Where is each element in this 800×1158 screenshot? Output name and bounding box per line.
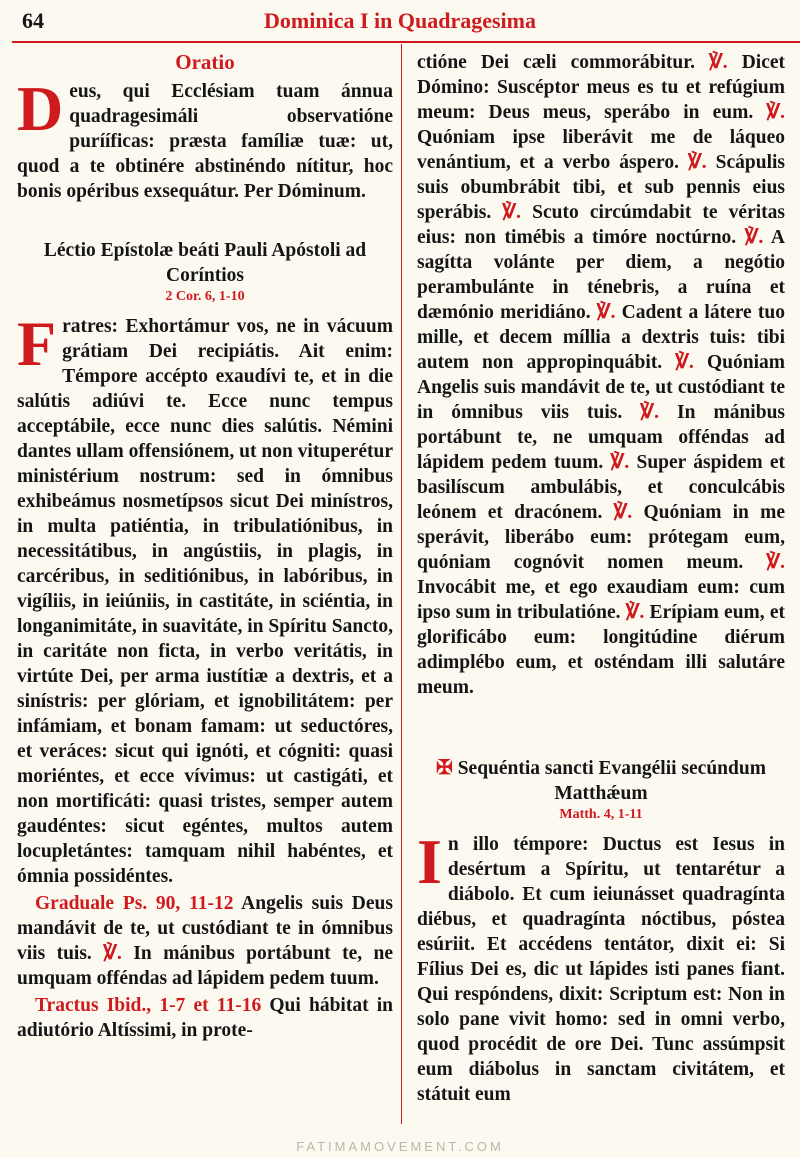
tractus-verse: Invocábit me, et ego exaudiam eum: cum ipso sum in tribulatióne. (417, 577, 785, 623)
running-title: Dominica I in Quadragesima (264, 8, 536, 33)
lectio-text (17, 308, 393, 889)
versicle-icon: ℣. (103, 942, 122, 964)
oratio-text (17, 73, 393, 204)
tractus-verse: A sagítta volánte per diem, a negótio perambulánte in ténebris, a ruína et dæmónio meridiáno. (417, 227, 786, 323)
tractus-verse: Erípiam eum, et glorificábo eum: longitúdine diérum adimplébo eum, et osténdam illi salutáre meum. (417, 602, 785, 698)
evangelium-body: n illo témpore: Ductus est Iesus in desértum a Spíritu, ut tentarétur a diábolo. Et cum ieiunásset quadragínta diébus, et quadragínta nóctibus, póstea esúriit. Et accédens tentátor, dixit ei: Si Fílius Dei es, dic ut lápides isti panes fiant. Qui respóndens, dixit: Scriptum est: Non in solo pane vivit homo: sed in omni verbo, quod procédit de ore Dei. Tunc assúmpsit eum diábolus in sanctam civitátem, et státuit eum (417, 834, 785, 1105)
versicle-icon: ℣. (766, 551, 785, 573)
lectio-initial: F (17, 308, 57, 379)
left-column (17, 50, 393, 1043)
versicle-icon: ℣. (610, 451, 630, 473)
oratio-body: eus, qui Ecclésiam tuam ánnua quadragesimáli observatióne purííficas: præsta famíliæ tuæ: ut, quod a te obtinére abstinéndo nítitur, hoc bonis opéribus exsequátur. Per Dóminum. (17, 81, 393, 202)
versicle-icon: ℣. (625, 601, 645, 623)
evangelium-initial: I (417, 826, 442, 897)
tractus-verse: In mánibus portábunt te, ne umquam offéndas ad lápidem pedem tuum. (417, 402, 786, 473)
lectio-heading: Léctio Epístolæ beáti Pauli Apóstoli ad Coríntios (43, 240, 367, 286)
versicle-icon: ℣. (640, 401, 659, 423)
tractus-verse: Scuto circúmdabit te véritas eius: non timébis a timóre noctúrno. (417, 202, 785, 248)
versicle-icon: ℣. (675, 351, 694, 373)
column-divider (401, 44, 402, 1124)
graduale-body-b: In mánibus portábunt te, ne umquam offéndas ad lápidem pedem tuum. (17, 943, 394, 989)
versicle-icon: ℣. (596, 301, 616, 323)
graduale-body-a: Angelis suis Deus mandávit de te, ut custódiant te in ómnibus viis tuis. (17, 893, 393, 964)
right-column (417, 50, 785, 1107)
tractus-verse: ctióne Dei cæli commorábitur. (417, 52, 695, 73)
evangelium-reference: Matth. 4, 1-11 (559, 807, 643, 822)
page-header (0, 0, 800, 44)
versicle-icon: ℣. (687, 151, 707, 173)
versicle-icon: ℣. (709, 51, 728, 73)
evangelium-title: Sequéntia sancti Evangélii secúndum Matthǽum (457, 758, 766, 804)
tractus-label: Tractus Ibid., 1-7 et 11-16 (35, 995, 262, 1016)
versicle-icon: ℣. (744, 226, 764, 248)
tractus-text (17, 993, 393, 1043)
page-number: 64 (22, 8, 44, 33)
cross-icon: ✠ (436, 757, 453, 779)
tractus-verse: Cadent a látere tuo mille, et decem míllia a dextris tuis: tibi autem non appropinquábit. (417, 302, 785, 373)
tractus-verse: Quóniam in me sperávit, liberábo eum: prótegam eum, quóniam cognóvit nomen meum. (417, 502, 785, 573)
tractus-body: Qui hábitat in adiutório Altíssimi, in prote- (17, 995, 394, 1041)
oratio-initial: D (17, 73, 64, 144)
tractus-verse: Scápulis suis obumbrábit tibi, et sub pennis eius sperábis. (417, 152, 785, 223)
tractus-verse: Quóniam Angelis suis mandávit de te, ut custódiant te in ómnibus viis tuis. (417, 352, 785, 423)
tractus-verse: Dicet Dómino: Suscéptor meus es tu et refúgium meum: Deus meus, sperábo in eum. (417, 52, 786, 123)
lectio-reference: 2 Cor. 6, 1-10 (165, 289, 245, 304)
evangelium-text (417, 826, 785, 1107)
versicle-icon: ℣. (613, 501, 633, 523)
watermark: FATIMAMOVEMENT.COM (296, 1139, 504, 1154)
evangelium-heading (417, 756, 785, 806)
versicle-icon: ℣. (766, 101, 785, 123)
oratio-heading: Oratio (175, 50, 235, 74)
graduale-label: Graduale Ps. 90, 11-12 (35, 893, 234, 914)
tractus-verse: Super áspidem et basilíscum ambulábis, et conculcábis leónem et dracónem. (417, 452, 785, 523)
tractus-continuation (417, 50, 785, 700)
header-rule (12, 41, 800, 43)
tractus-verse: Quóniam ipse liberávit me de láqueo venántium, et a verbo áspero. (417, 127, 785, 173)
graduale-text (17, 891, 393, 991)
lectio-body: ratres: Exhortámur vos, ne in vácuum grátiam Dei recipiátis. Ait enim: Témpore accépto exaudívi te, et in die salútis adiúvi te. Ecce nunc tempus acceptábile, ecce nunc dies salútis. Némini dantes ullam offensiónem, ut non vituperétur ministérium nostrum: sed in ómnibus exhibeámus nosmetípsos sicut Dei minístros, in multa patiéntia, in tribulatiónibus, in necessitátibus, in angústiis, in plagis, in carcéribus, in seditiónibus, in labóribus, in vigíliis, in ieiúniis, in castitáte, in sciéntia, in longanimitáte, in suavitáte, in Spíritu Sancto, in caritáte non ficta, in verbo veritátis, in virtúte Dei, per arma iustítiæ a dextris, et a sinístris: per glóriam, et ignobilitátem: per infámiam, et bonam famam: ut seductóres, et veráces: sicut qui ignóti, et cógniti: quasi moriéntes, et ecce vívimus: ut castigáti, et non mortificáti: quasi tristes, semper autem gaudéntes: sicut egéntes, multos autem locupletántes: tamquam nihil habéntes, et ómnia possidéntes. (17, 316, 393, 887)
versicle-icon: ℣. (502, 201, 522, 223)
